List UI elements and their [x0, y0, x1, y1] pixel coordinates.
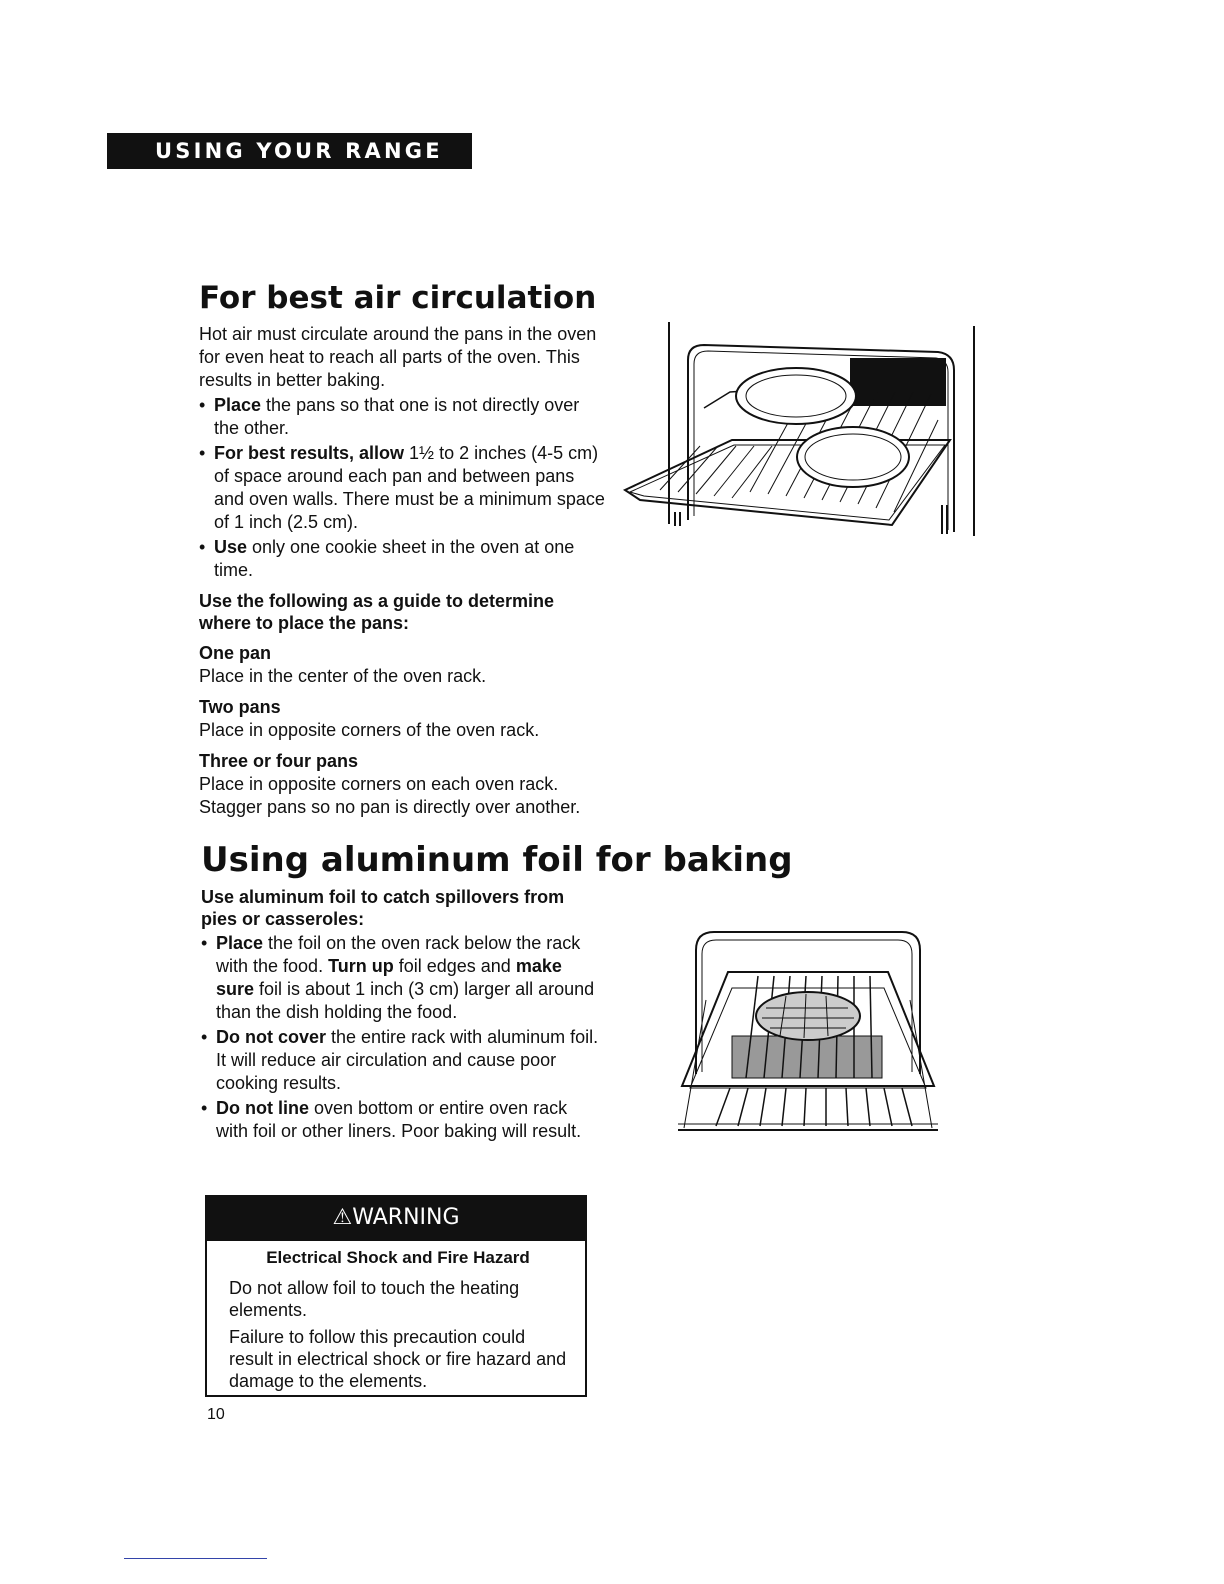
air-bullet-1: • Place the pans so that one is not directly over the other.: [199, 395, 580, 438]
foil-b1-text-2: foil edges and: [393, 956, 516, 976]
section-banner: USING YOUR RANGE: [107, 133, 472, 169]
warning-title: Electrical Shock and Fire Hazard: [266, 1248, 530, 1267]
two-pans-text: Place in opposite corners of the oven rack.: [199, 720, 540, 740]
one-pan-text: Place in the center of the oven rack.: [199, 666, 487, 686]
air-bullet-2: • For best results, allow 1½ to 2 inches (4-5 cm) of space around each pan and between pans and oven walls. There must be a minimum space of 1 inch (2.5 cm).: [199, 443, 605, 532]
aluminum-foil-heading: Using aluminum foil for baking: [201, 840, 793, 880]
air-bullet-2-bold: For best results, allow: [214, 443, 405, 463]
air-circulation-section: [199, 323, 609, 819]
air-bullet-1-text: the pans so that one is not directly over the other.: [214, 395, 580, 438]
foil-b1-bold-2: Turn up: [328, 956, 394, 976]
warning-text-2: Failure to follow this precaution could result in electrical shock or fire hazard and damage to the elements.: [229, 1327, 567, 1391]
air-bullet-2-text: 1½ to 2 inches (4-5 cm) of space around each pan and between pans and oven walls. There must be a minimum space of 1 inch (2.5 cm).: [214, 443, 605, 532]
placement-guide-lead: Use the following as a guide to determine where to place the pans:: [199, 591, 555, 633]
warning-triangle-icon: ⚠: [332, 1205, 353, 1230]
foil-b1-text-3: foil is about 1 inch (3 cm) larger all around than the dish holding the food.: [216, 979, 595, 1022]
foil-b3-bold: Do not line: [216, 1098, 309, 1118]
three-four-pans-text: Place in opposite corners on each oven rack. Stagger pans so no pan is directly over another.: [199, 774, 581, 817]
foil-b3-text: oven bottom or entire oven rack with foil or other liners. Poor baking will result.: [216, 1098, 582, 1141]
two-pans-label: Two pans: [199, 697, 281, 717]
warning-header: [205, 1195, 587, 1241]
foil-bullet-1: • Place the foil on the oven rack below the rack with the food. Turn up foil edges and make sure foil is about 1 inch (3 cm) larger all around than the dish holding the food.: [201, 933, 595, 1022]
warning-label: WARNING: [352, 1205, 460, 1230]
foil-b1-text-1: the foil on the oven rack below the rack with the food.: [216, 933, 581, 976]
warning-text-1: Do not allow foil to touch the heating elements.: [229, 1278, 520, 1320]
foil-bullet-3: • Do not line oven bottom or entire oven rack with foil or other liners. Poor baking will result.: [201, 1098, 582, 1141]
foil-b1-bold-3: make sure: [216, 956, 562, 999]
foil-lead: Use aluminum foil to catch spillovers from pies or casseroles:: [201, 887, 565, 929]
air-bullet-3: • Use only one cookie sheet in the oven at one time.: [199, 537, 575, 580]
air-bullet-3-bold: Use: [214, 537, 248, 557]
air-circulation-heading: For best air circulation: [199, 280, 597, 316]
foil-b1-bold-1: Place: [216, 933, 264, 953]
air-bullet-3-text: only one cookie sheet in the oven at one time.: [214, 537, 575, 580]
foil-b2-bold: Do not cover: [216, 1027, 327, 1047]
oven-pans-illustration: [620, 320, 982, 540]
warning-box: [205, 1195, 587, 1397]
aluminum-foil-section: [201, 886, 601, 1143]
page-number: 10: [207, 1406, 225, 1423]
footer-rule: [124, 1558, 267, 1559]
air-bullet-1-bold: Place: [214, 395, 262, 415]
three-four-pans-label: Three or four pans: [199, 751, 359, 771]
oven-foil-illustration: [676, 928, 940, 1138]
foil-bullet-2: • Do not cover the entire rack with aluminum foil. It will reduce air circulation and cause poor cooking results.: [201, 1027, 599, 1093]
air-intro: Hot air must circulate around the pans in the oven for even heat to reach all parts of the oven. This results in better baking.: [199, 324, 597, 390]
one-pan-label: One pan: [199, 643, 272, 663]
foil-b2-text: the entire rack with aluminum foil. It will reduce air circulation and cause poor cooking results.: [216, 1027, 599, 1093]
